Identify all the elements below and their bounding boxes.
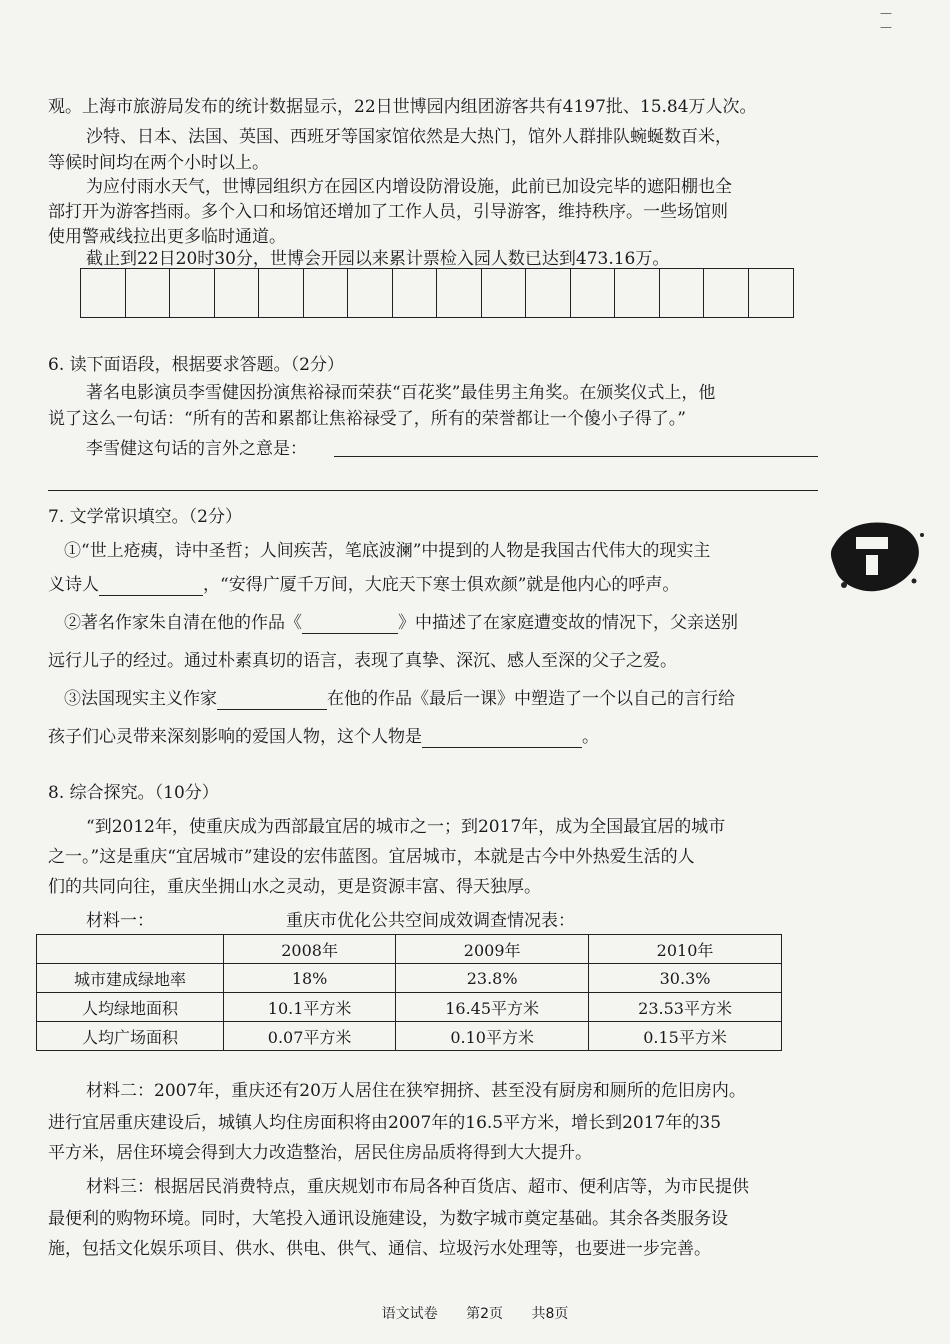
table-header-cell: 2009年: [396, 935, 589, 964]
table-row-label: 城市建成绿地率: [37, 964, 224, 993]
passage-line: 截止到22日20时30分，世博会开园以来累计票检入园人数已达到473.16万。: [86, 249, 670, 269]
grid-cell[interactable]: [526, 269, 571, 317]
grid-cell[interactable]: [259, 269, 304, 317]
table-row: [37, 993, 782, 1022]
question-7-item-1-cont: [48, 574, 679, 596]
passage-line: 沙特、日本、法国、英国、西班牙等国家馆依然是大热门，馆外人群排队蜿蜒数百米，: [86, 127, 732, 147]
table-row: [37, 1022, 782, 1051]
grid-cell[interactable]: [482, 269, 527, 317]
question-6-answer-line-2[interactable]: [48, 490, 818, 491]
grid-cell[interactable]: [170, 269, 215, 317]
footer-page-number: 第2页: [466, 1306, 503, 1322]
table-cell: 23.53平方米: [589, 993, 782, 1022]
table-row: [37, 964, 782, 993]
material-2: 材料二：2007年，重庆还有20万人居住在狭窄拥挤、甚至没有厨房和厕所的危旧房内。: [86, 1081, 746, 1101]
table-cell: 23.8%: [396, 964, 589, 993]
table-header-cell: [37, 935, 224, 964]
question-6-prompt: 李雪健这句话的言外之意是：: [86, 439, 307, 459]
text-segment: ②著名作家朱自清在他的作品《: [64, 613, 302, 633]
passage-line: 部打开为游客挡雨。多个入口和场馆还增加了工作人员，引导游客，维持秩序。一些场馆则: [48, 202, 728, 222]
material-2: 平方米，居住环境会得到大力改造整治，居民住房品质将得到大大提升。: [48, 1143, 592, 1163]
footer-total-pages: 共8页: [531, 1306, 569, 1322]
table-header-cell: 2008年: [224, 935, 396, 964]
material-2: 进行宜居重庆建设后，城镇人均住房面积将由2007年的16.5平方米，增长到2017年的35: [48, 1113, 722, 1133]
grid-cell[interactable]: [437, 269, 482, 317]
text-segment: 孩子们心灵带来深刻影响的爱国人物，这个人物是: [48, 727, 422, 747]
question-8-intro: 们的共同向往，重庆坐拥山水之灵动，更是资源丰富、得天独厚。: [48, 877, 541, 897]
text-segment: ，“安得广厦千万间，大庇天下寒士俱欢颜”就是他内心的呼声。: [203, 575, 680, 595]
grid-cell[interactable]: [660, 269, 705, 317]
text-segment: 。: [582, 727, 599, 747]
survey-table: [36, 934, 782, 1051]
table-row-label: 人均广场面积: [37, 1022, 224, 1051]
grid-cell[interactable]: [704, 269, 749, 317]
grid-cell[interactable]: [749, 269, 794, 317]
grid-cell[interactable]: [81, 269, 126, 317]
question-8-intro: “到2012年，使重庆成为西部最宜居的城市之一；到2017年，成为全国最宜居的城市: [86, 817, 726, 837]
table-header-cell: 2010年: [589, 935, 782, 964]
answer-grid[interactable]: [80, 268, 794, 318]
grid-cell[interactable]: [348, 269, 393, 317]
text-segment: ③法国现实主义作家: [64, 689, 217, 709]
material-3: 材料三：根据居民消费特点，重庆规划市布局各种百货店、超市、便利店等，为市民提供: [86, 1177, 749, 1197]
question-6-text: 著名电影演员李雪健因扮演焦裕禄而荣获“百花奖”最佳男主角奖。在颁奖仪式上，他: [86, 383, 716, 403]
material-3: 施，包括文化娱乐项目、供水、供电、供气、通信、垃圾污水处理等，也要进一步完善。: [48, 1239, 711, 1259]
grid-cell[interactable]: [126, 269, 171, 317]
table-cell: 0.15平方米: [589, 1022, 782, 1051]
work-title-blank[interactable]: [302, 633, 398, 634]
question-6-title: 6. 读下面语段，根据要求答题。（2分）: [48, 355, 344, 375]
grid-cell[interactable]: [215, 269, 260, 317]
question-7-title: 7. 文学常识填空。（2分）: [48, 507, 242, 527]
question-6-answer-line-1[interactable]: [334, 456, 818, 457]
table-cell: 0.10平方米: [396, 1022, 589, 1051]
question-6-text: 说了这么一句话：“所有的苦和累都让焦裕禄受了，所有的荣誉都让一个傻小子得了。”: [48, 409, 686, 429]
passage-line: 等候时间均在两个小时以上。: [48, 153, 269, 173]
text-segment: 》中描述了在家庭遭变故的情况下，父亲送别: [398, 613, 738, 633]
question-7-item-3: [64, 688, 735, 710]
character-blank[interactable]: [422, 747, 582, 748]
table-caption: 重庆市优化公共空间成效调查情况表：: [286, 911, 575, 931]
material-1-label: 材料一：: [86, 911, 154, 931]
page-footer: [0, 1303, 950, 1323]
grid-cell[interactable]: [393, 269, 438, 317]
table-cell: 30.3%: [589, 964, 782, 993]
material-3: 最便利的购物环境。同时，大笔投入通讯设施建设，为数字城市奠定基础。其余各类服务设: [48, 1209, 728, 1229]
footer-subject: 语文试卷: [381, 1306, 438, 1322]
question-7-item-1: ①“世上疮痍，诗中圣哲；人间疾苦，笔底波澜”中提到的人物是我国古代伟大的现实主: [64, 541, 711, 561]
ink-blot-mark: [826, 515, 926, 597]
table-cell: 10.1平方米: [224, 993, 396, 1022]
scan-corner-mark: — —: [880, 6, 892, 34]
question-7-item-2-cont: 远行儿子的经过。通过朴素真切的语言，表现了真挚、深沉、感人至深的父子之爱。: [48, 651, 677, 671]
passage-line: 为应付雨水天气，世博园组织方在园区内增设防滑设施，此前已加设完毕的遮阳棚也全: [86, 177, 732, 197]
poet-blank[interactable]: [99, 595, 203, 596]
text-segment: 在他的作品《最后一课》中塑造了一个以自己的言行给: [327, 689, 735, 709]
grid-cell[interactable]: [615, 269, 660, 317]
table-cell: 0.07平方米: [224, 1022, 396, 1051]
question-8-intro: 之一。”这是重庆“宜居城市”建设的宏伟蓝图。宜居城市，本就是古今中外热爱生活的人: [48, 847, 695, 867]
question-8-title: 8. 综合探究。（10分）: [48, 783, 219, 803]
author-blank[interactable]: [217, 709, 327, 710]
table-cell: 18%: [224, 964, 396, 993]
text-segment: 义诗人: [48, 575, 99, 595]
grid-cell[interactable]: [304, 269, 349, 317]
table-row-label: 人均绿地面积: [37, 993, 224, 1022]
table-header-row: [37, 935, 782, 964]
grid-cell[interactable]: [571, 269, 616, 317]
question-7-item-3-cont: [48, 726, 599, 748]
passage-line: 观。上海市旅游局发布的统计数据显示，22日世博园内组团游客共有4197批、15.84万人次。: [48, 97, 757, 117]
passage-line: 使用警戒线拉出更多临时通道。: [48, 227, 286, 247]
question-7-item-2: [64, 612, 738, 634]
table-cell: 16.45平方米: [396, 993, 589, 1022]
